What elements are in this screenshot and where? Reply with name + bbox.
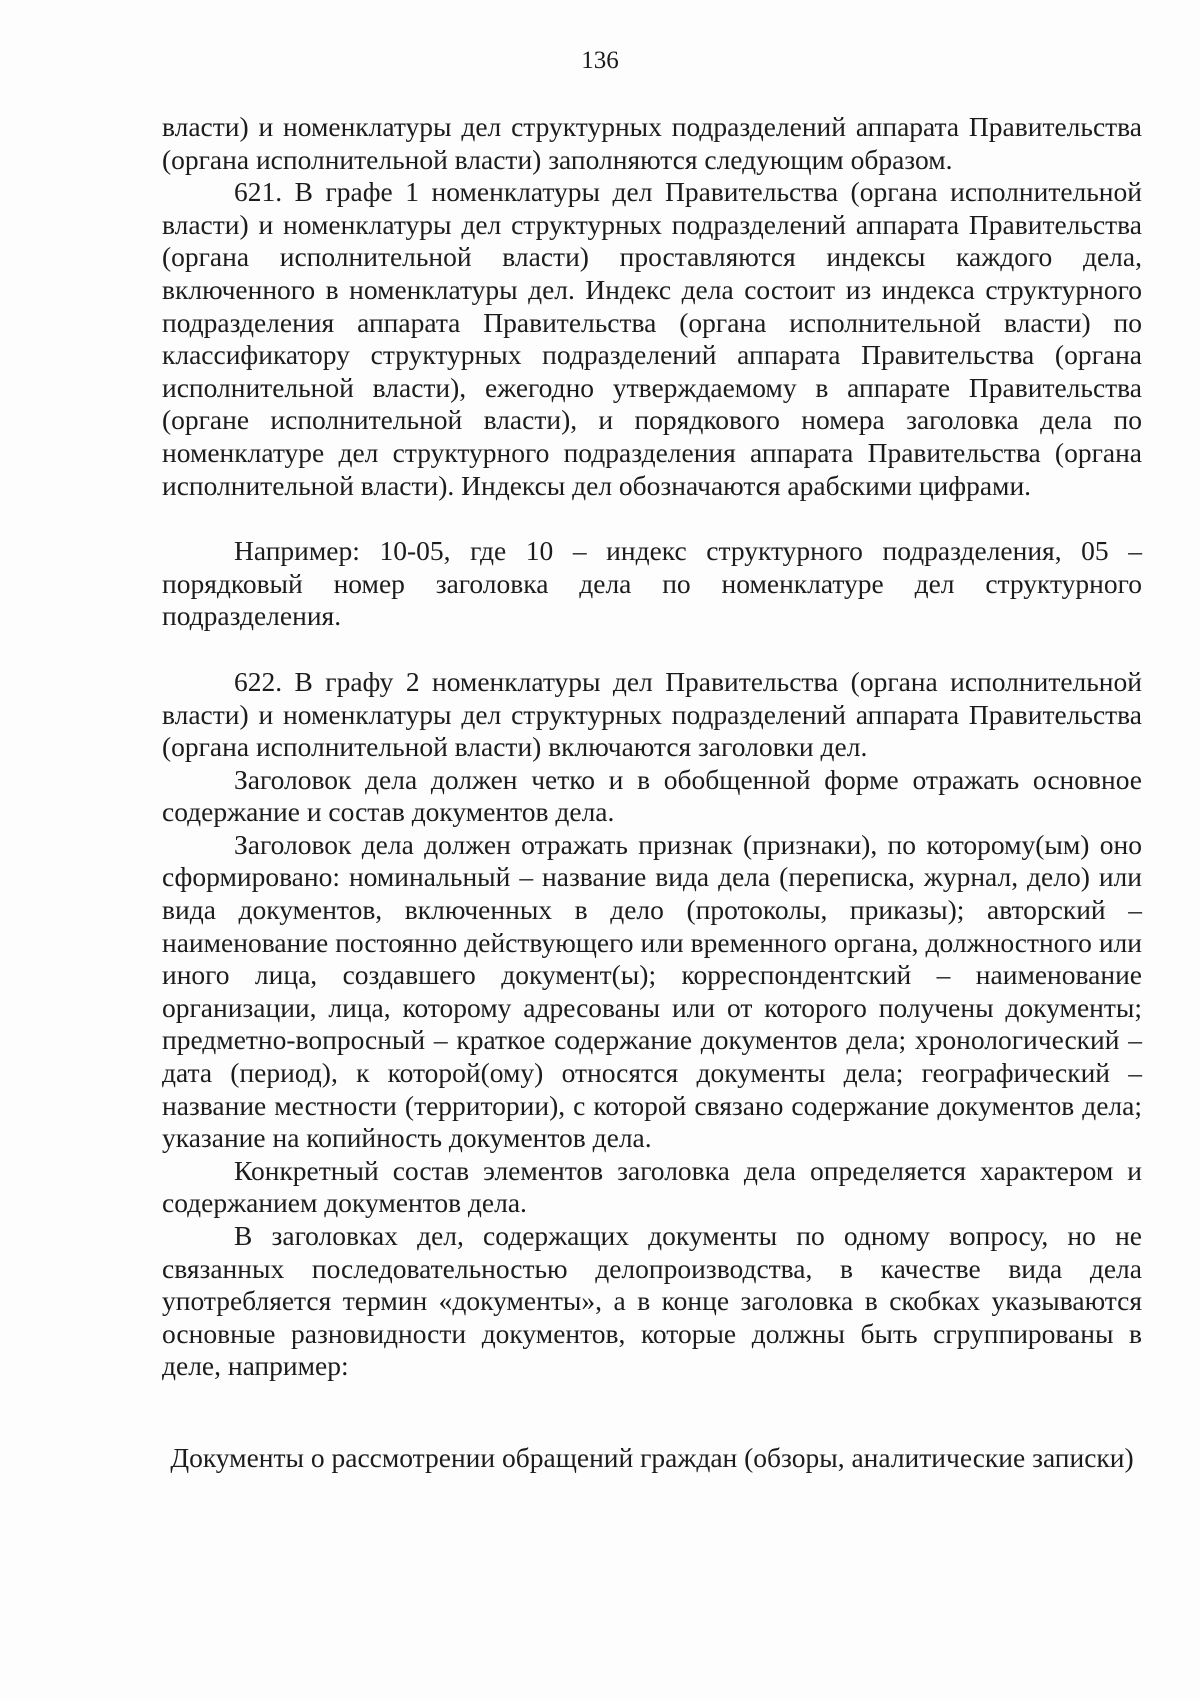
page-number: 136 <box>581 47 619 74</box>
paragraph-example-index: Например: 10-05, где 10 – индекс структурного подразделения, 05 – порядковый номер заголовка дела по номенклатуре дел структурного подразделения. <box>162 535 1142 632</box>
document-body <box>162 111 1142 1383</box>
paragraph-622: 622. В графу 2 номенклатуры дел Правительства (органа исполнительной власти) и номенклатуры дел структурных подразделений аппарата Правительства (органа исполнительной власти) включаются заголовки дел. <box>162 665 1142 763</box>
paragraph-continuation: власти) и номенклатуры дел структурных подразделений аппарата Правительства (органа исполнительной власти) заполняются следующим образом. <box>162 111 1142 175</box>
paragraph-heading-composition: Конкретный состав элементов заголовка дела определяется характером и содержанием документов дела. <box>162 1154 1142 1219</box>
example-heading: Документы о рассмотрении обращений граждан (обзоры, аналитические записки) <box>170 1442 1134 1473</box>
paragraph-heading-attributes: Заголовок дела должен отражать признак (признаки), по которому(ым) оно сформировано: номинальный – название вида дела (переписка, журнал, дело) или вида документов, включенных в дело (протоколы, приказы); авторский – наименование постоянно действующего или временного органа, должностного или иного лица, создавшего документ(ы); корреспондентский – наименование организации, лица, которому адресованы или от которого получены документы; предметно-вопросный – краткое содержание документов дела; хронологический – дата (период), к которой(ому) относятся документы дела; географический – название местности (территории), с которой связано содержание документов дела; указание на копийность документов дела. <box>162 828 1142 1154</box>
paragraph-621: 621. В графе 1 номенклатуры дел Правительства (органа исполнительной власти) и номенклатуры дел структурных подразделений аппарата Правительства (органа исполнительной власти) проставляются индексы каждого дела, включенного в номенклатуры дел. Индекс дела состоит из индекса структурного подразделения аппарата Правительства (органа исполнительной власти) по классификатору структурных подразделений аппарата Правительства (органа исполнительной власти), ежегодно утверждаемому в аппарате Правительства (органе исполнительной власти), и порядкового номера заголовка дела по номенклатуре дел структурного подразделения аппарата Правительства (органа исполнительной власти). Индексы дел обозначаются арабскими цифрами. <box>162 176 1142 501</box>
paragraph-documents-term: В заголовках дел, содержащих документы по одному вопросу, но не связанных последовательностью делопроизводства, в качестве вида дела употребляется термин «документы», а в конце заголовка в скобках указываются основные разновидности документов, которые должны быть сгруппированы в деле, например: <box>162 1220 1142 1382</box>
paragraph-heading-content: Заголовок дела должен четко и в обобщенной форме отражать основное содержание и состав документов дела. <box>162 763 1142 828</box>
